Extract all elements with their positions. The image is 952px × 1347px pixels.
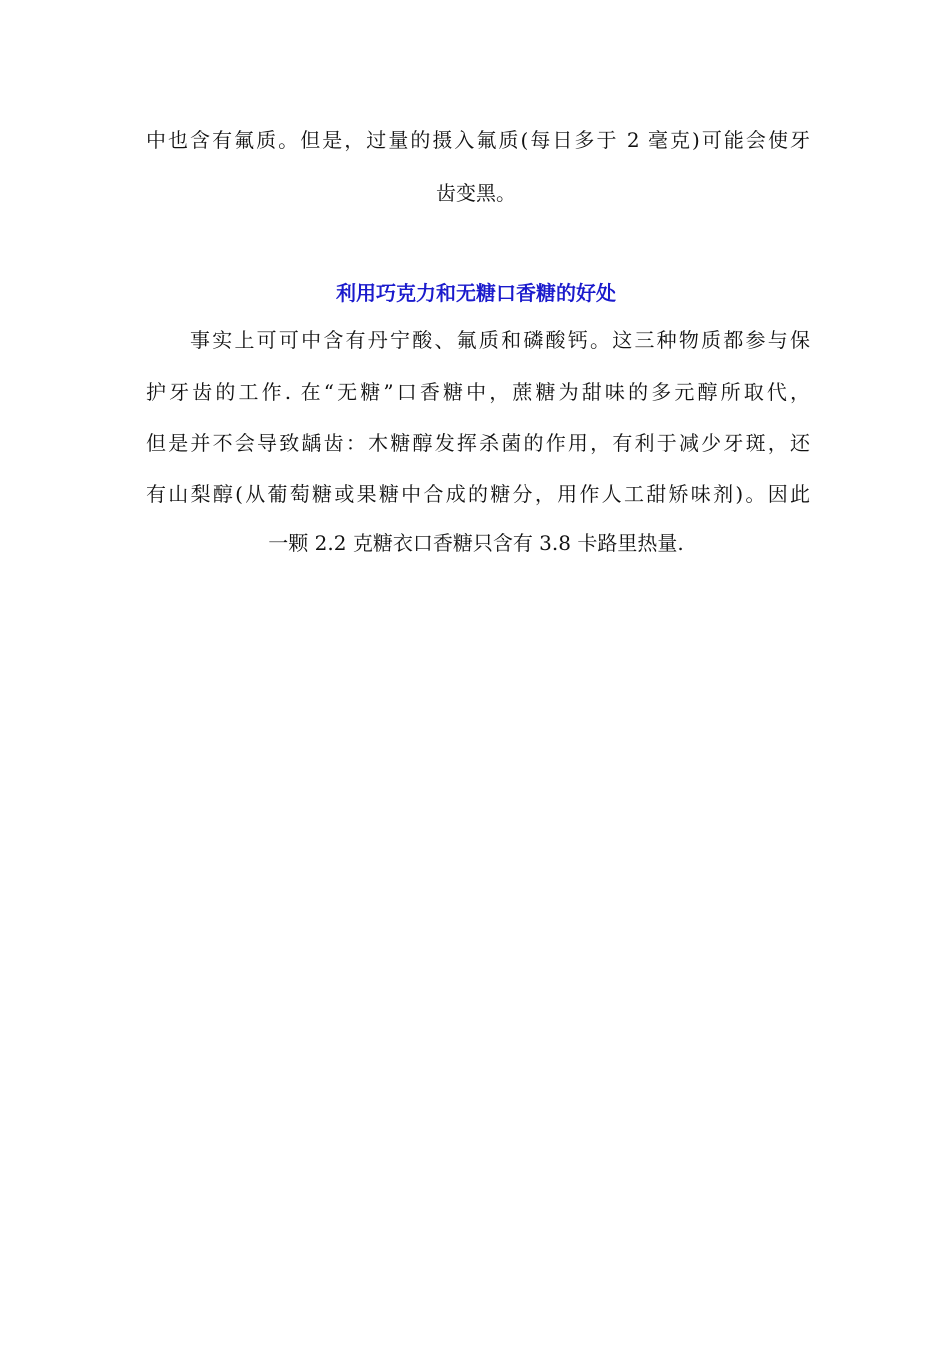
body-line-1: 事实上可可中含有丹宁酸、氟质和磷酸钙。这三种物质都参与保 <box>190 328 810 352</box>
top-paragraph-line-1: 中也含有氟质。但是，过量的摄入氟质(每日多于 2 毫克)可能会使牙 <box>146 128 810 152</box>
top-paragraph-line-2: 齿变黑。 <box>436 181 516 205</box>
body-line-2: 护牙齿的工作. 在“无糖”口香糖中，蔗糖为甜味的多元醇所取代， <box>146 380 810 404</box>
body-line-5: 一颗 2.2 克糖衣口香糖只含有 3.8 卡路里热量. <box>268 531 684 555</box>
section-heading: 利用巧克力和无糖口香糖的好处 <box>336 281 616 305</box>
body-line-3: 但是并不会导致龋齿：木糖醇发挥杀菌的作用，有利于减少牙斑，还 <box>146 431 810 455</box>
body-line-4: 有山梨醇(从葡萄糖或果糖中合成的糖分，用作人工甜矫味剂)。因此 <box>146 482 810 506</box>
